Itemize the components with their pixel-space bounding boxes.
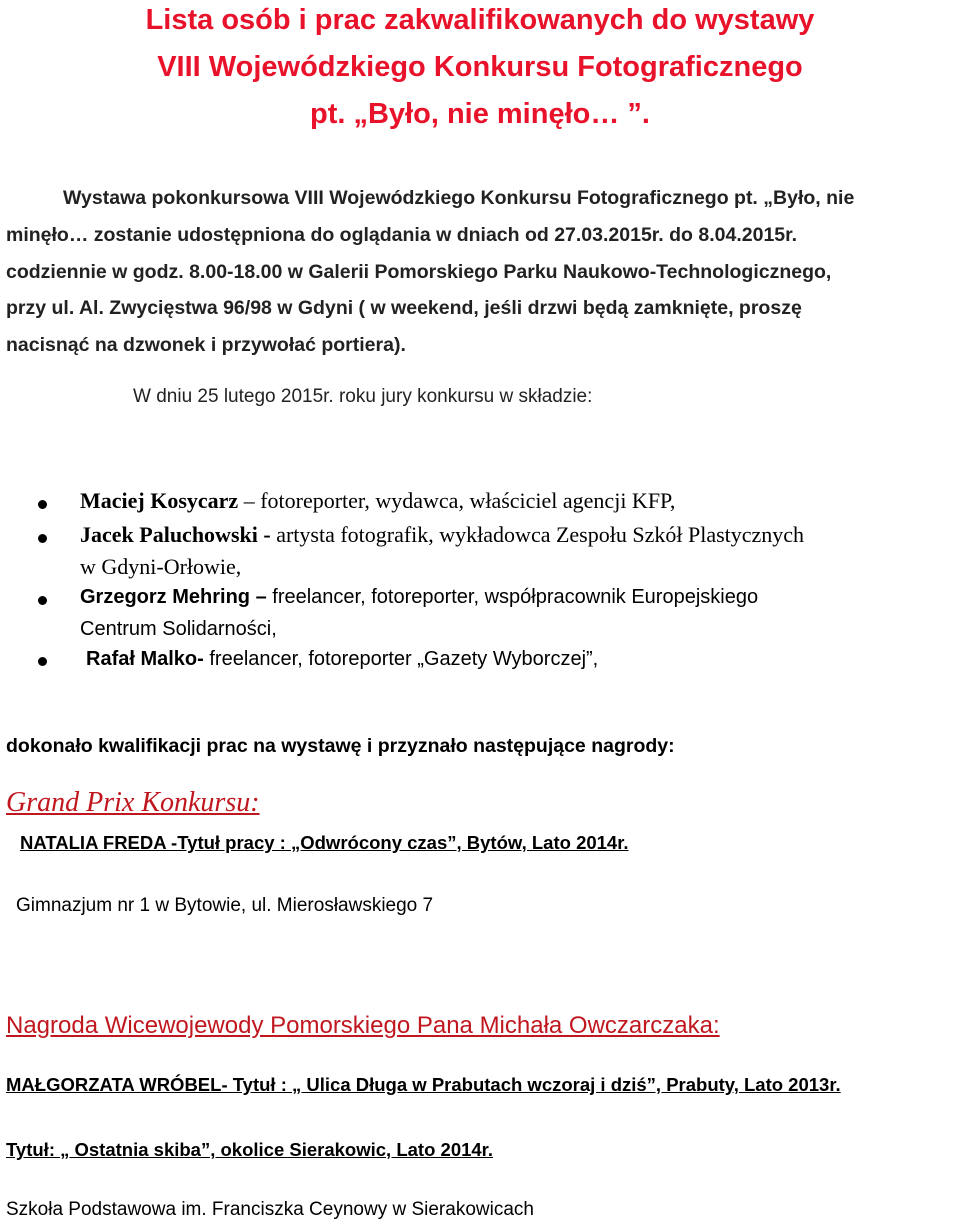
vice-governor-entry-1: MAŁGORZATA WRÓBEL- Tytuł : „ Ulica Długa w Prabutach wczoraj i dziś”, Prabuty, Lato 2013r.: [6, 1074, 841, 1095]
jury-name: Grzegorz Mehring –: [80, 586, 267, 608]
vice-governor-school: Szkoła Podstawowa im. Franciszka Ceynowy w Sierakowicach: [6, 1199, 534, 1220]
title-line-2: VIII Wojewódzkiego Konkursu Fotograficznego: [157, 51, 803, 83]
jury-desc: freelancer, fotoreporter „Gazety Wyborczej”,: [203, 648, 599, 670]
intro-line-2: minęło… zostanie udostępniona do oglądania w dniach od 27.03.2015r. do 8.04.2015r.: [6, 224, 798, 246]
grand-prix-school: Gimnazjum nr 1 w Bytowie, ul. Mierosławskiego 7: [16, 895, 434, 916]
intro-line-3: codziennie w godz. 8.00-18.00 w Galerii Pomorskiego Parku Naukowo-Technologicznego,: [6, 261, 832, 283]
bullet-icon: [38, 657, 47, 666]
intro-line-1: Wystawa pokonkursowa VIII Wojewódzkiego Konkursu Fotograficznego pt. „Było, nie: [63, 187, 855, 209]
jury-name: Jacek Paluchowski -: [80, 522, 271, 547]
intro-line-5: nacisnąć na dzwonek i przywołać portiera).: [6, 334, 406, 356]
jury-desc-continued: w Gdyni-Orłowie,: [80, 554, 242, 579]
jury-item: [80, 522, 804, 548]
title-line-1: Lista osób i prac zakwalifikowanych do wystawy: [145, 4, 815, 36]
jury-name: Rafał Malko-: [86, 648, 204, 670]
jury-desc: – fotoreporter, wydawca, właściciel agencji KFP,: [238, 488, 676, 513]
title-line-3: pt. „Było, nie minęło… ”.: [310, 98, 650, 130]
jury-desc-continued: Centrum Solidarności,: [80, 618, 277, 640]
jury-item: [86, 648, 598, 671]
jury-name: Maciej Kosycarz: [80, 488, 239, 513]
jury-item: [80, 586, 758, 609]
bullet-icon: [38, 596, 47, 605]
grand-prix-heading: Grand Prix Konkursu:: [6, 787, 260, 818]
jury-desc: artysta fotografik, wykładowca Zespołu Szkół Plastycznych: [270, 522, 805, 547]
intro-line-4: przy ul. Al. Zwycięstwa 96/98 w Gdyni ( w weekend, jeśli drzwi będą zamknięte, proszę: [6, 297, 802, 319]
vice-governor-entry-2: Tytuł: „ Ostatnia skiba”, okolice Sierakowic, Lato 2014r.: [6, 1139, 493, 1160]
vice-governor-heading: Nagroda Wicewojewody Pomorskiego Pana Michała Owczarczaka:: [6, 1012, 720, 1039]
bullet-icon: [38, 500, 47, 509]
grand-prix-entry: NATALIA FREDA -Tytuł pracy : „Odwrócony czas”, Bytów, Lato 2014r.: [20, 832, 629, 853]
jury-desc: freelancer, fotoreporter, współpracownik Europejskiego: [266, 586, 759, 608]
jury-intro: W dniu 25 lutego 2015r. roku jury konkursu w składzie:: [133, 386, 593, 407]
qualification-text: dokonało kwalifikacji prac na wystawę i przyznało następujące nagrody:: [6, 735, 675, 757]
jury-item: [80, 488, 675, 514]
bullet-icon: [38, 534, 47, 543]
